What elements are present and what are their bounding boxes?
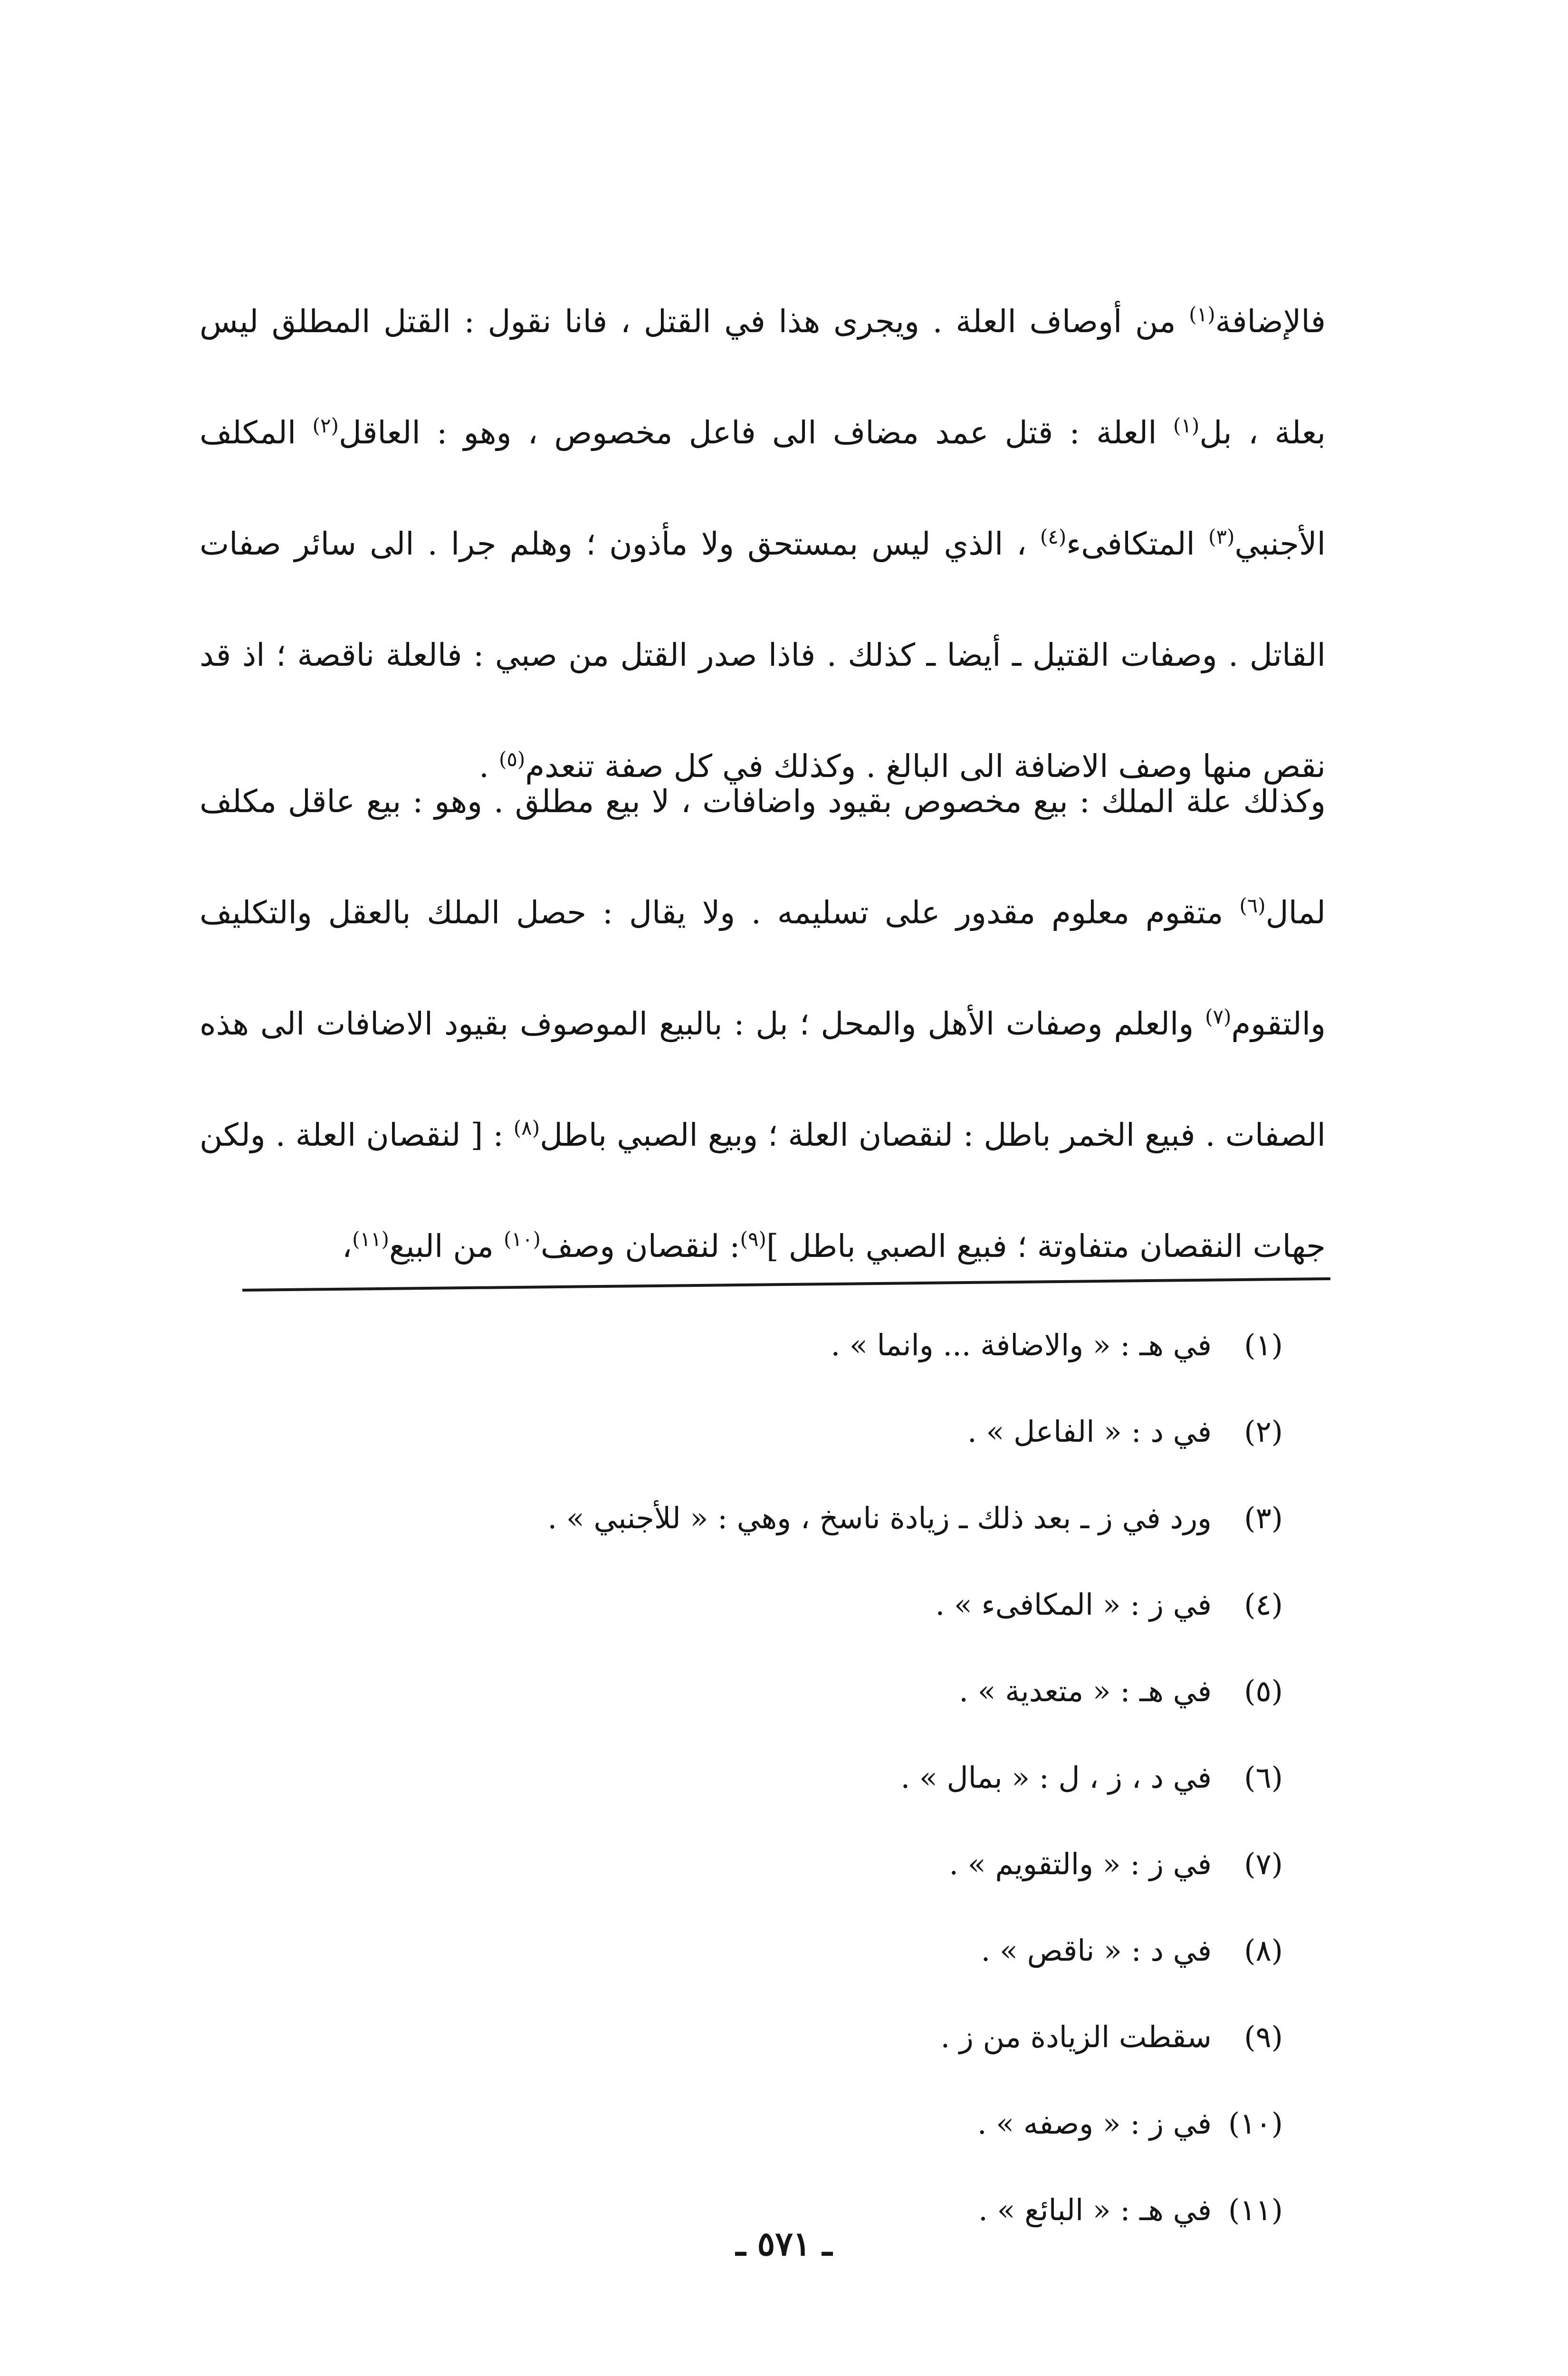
footnote-marker: (٣) <box>1208 525 1235 548</box>
footnote-number: (٢) <box>1244 1414 1283 1449</box>
footnote-text: في هـ : « متعدية » . <box>959 1674 1212 1708</box>
footnote-text: في هـ : « البائع » . <box>978 2193 1212 2227</box>
footnote-text: في هـ : « والاضافة ... وانما » . <box>831 1328 1212 1362</box>
footnote-number: (٥) <box>1244 1674 1283 1708</box>
text-run: ، الذي ليس بمستحق ولا مأذون ؛ وهلم جرا . الى سائر صفات القاتل . وصفات القتيل ـ أيضا ـ كذلك . فاذا صدر القتل من صبي : فالعلة ناقصة ؛ اذ قد نقص منها وصف الاضافة الى البالغ . وكذلك في كل صفة تنعدم <box>200 526 1326 785</box>
footnote-number: (٩) <box>1244 2020 1283 2054</box>
text-run: من البيع <box>389 1228 504 1265</box>
footnote-marker: (١٠) <box>503 1227 541 1251</box>
footnote-number: (٤) <box>1244 1587 1283 1622</box>
text-run: المكلف الأجنبي <box>200 414 1326 562</box>
body-paragraph-1 <box>200 266 1326 822</box>
footnote-text: في د : « ناقص » . <box>981 1933 1212 1968</box>
text-run: والعلم وصفات الأهل والمحل ؛ بل : بالبيع الموصوف بقيود الاضافات الى هذه الصفات . فبيع الخمر باطل : لنقصان العلة ؛ وبيع الصبي باطل <box>200 1006 1326 1153</box>
footnote-item <box>285 1302 1283 1389</box>
footnote-marker: (٨) <box>513 1116 540 1140</box>
footnote-text: في ز : « والتقويم » . <box>949 1847 1212 1881</box>
text-run: . <box>478 748 499 785</box>
footnote-text: في ز : « وصفه » . <box>977 2106 1212 2141</box>
footnote-text: في د ، ز ، ل : « بمال » . <box>900 1760 1212 1795</box>
footnote-item <box>285 1475 1283 1562</box>
footnote-text: في د : « الفاعل » . <box>967 1414 1212 1449</box>
footnote-number: (٣) <box>1244 1501 1283 1535</box>
footnote-text: في ز : « المكافىء » . <box>935 1587 1212 1622</box>
footnote-item <box>285 1994 1283 2080</box>
footnote-marker: (٤) <box>1040 525 1067 548</box>
footnotes-list <box>285 1302 1283 2253</box>
text-run: من أوصاف العلة . ويجرى هذا في القتل ، فانا نقول : القتل المطلق ليس بعلة ، بل <box>200 303 1326 451</box>
text-run: المتكافىء <box>1066 526 1209 562</box>
footnote-marker: (١) <box>1189 303 1215 326</box>
footnote-number: (١) <box>1244 1328 1283 1362</box>
footnote-number: (١١) <box>1228 2193 1283 2227</box>
footnote-marker: (٦) <box>1239 894 1266 917</box>
text-run: العلة : قتل عمد مضاف الى فاعل مخصوص ، وهو : العاقل <box>338 414 1173 451</box>
footnote-number: (٦) <box>1244 1760 1283 1795</box>
page-number: ـ ٥٧١ ـ <box>736 2224 832 2263</box>
text-run: ، <box>342 1228 353 1265</box>
footnote-item <box>285 1734 1283 1821</box>
footnote-item <box>285 2080 1283 2167</box>
footnote-item <box>285 1907 1283 1994</box>
text-run: : [ لنقصان العلة . ولكن جهات النقصان متفاوتة ؛ فبيع الصبي باطل ] <box>200 1117 1326 1265</box>
text-run: : لنقصان وصف <box>540 1228 740 1265</box>
footnote-marker: (٥) <box>498 747 526 771</box>
text-run: متقوم معلوم مقدور على تسليمه . ولا يقال : حصل الملك بالعقل والتكليف والتقوم <box>200 894 1326 1042</box>
footnote-marker: (١١) <box>352 1227 390 1251</box>
footnote-marker: (٩) <box>740 1227 766 1251</box>
footnote-number: (٧) <box>1244 1847 1283 1881</box>
footnote-marker: (٧) <box>1205 1005 1232 1028</box>
body-paragraph-2 <box>200 746 1326 1302</box>
footnote-text: سقطت الزيادة من ز . <box>940 2020 1212 2054</box>
text-run: وكذلك علة الملك : بيع مخصوص بقيود واضافات ، لا بيع مطلق . وهو : بيع عاقل مكلف لمال <box>200 783 1326 931</box>
footnote-item <box>285 1648 1283 1734</box>
footnote-number: (٨) <box>1244 1933 1283 1968</box>
footnote-item <box>285 1821 1283 1907</box>
footnote-item <box>285 1389 1283 1475</box>
footnote-marker: (٢) <box>312 414 339 437</box>
text-run: فالإضافة <box>1215 303 1326 340</box>
footnote-item <box>285 1562 1283 1648</box>
footnote-number: (١٠) <box>1228 2106 1283 2141</box>
footnote-marker: (١) <box>1173 414 1200 437</box>
footnote-text: ورد في ز ـ بعد ذلك ـ زيادة ناسخ ، وهي : « للأجنبي » . <box>547 1501 1212 1535</box>
